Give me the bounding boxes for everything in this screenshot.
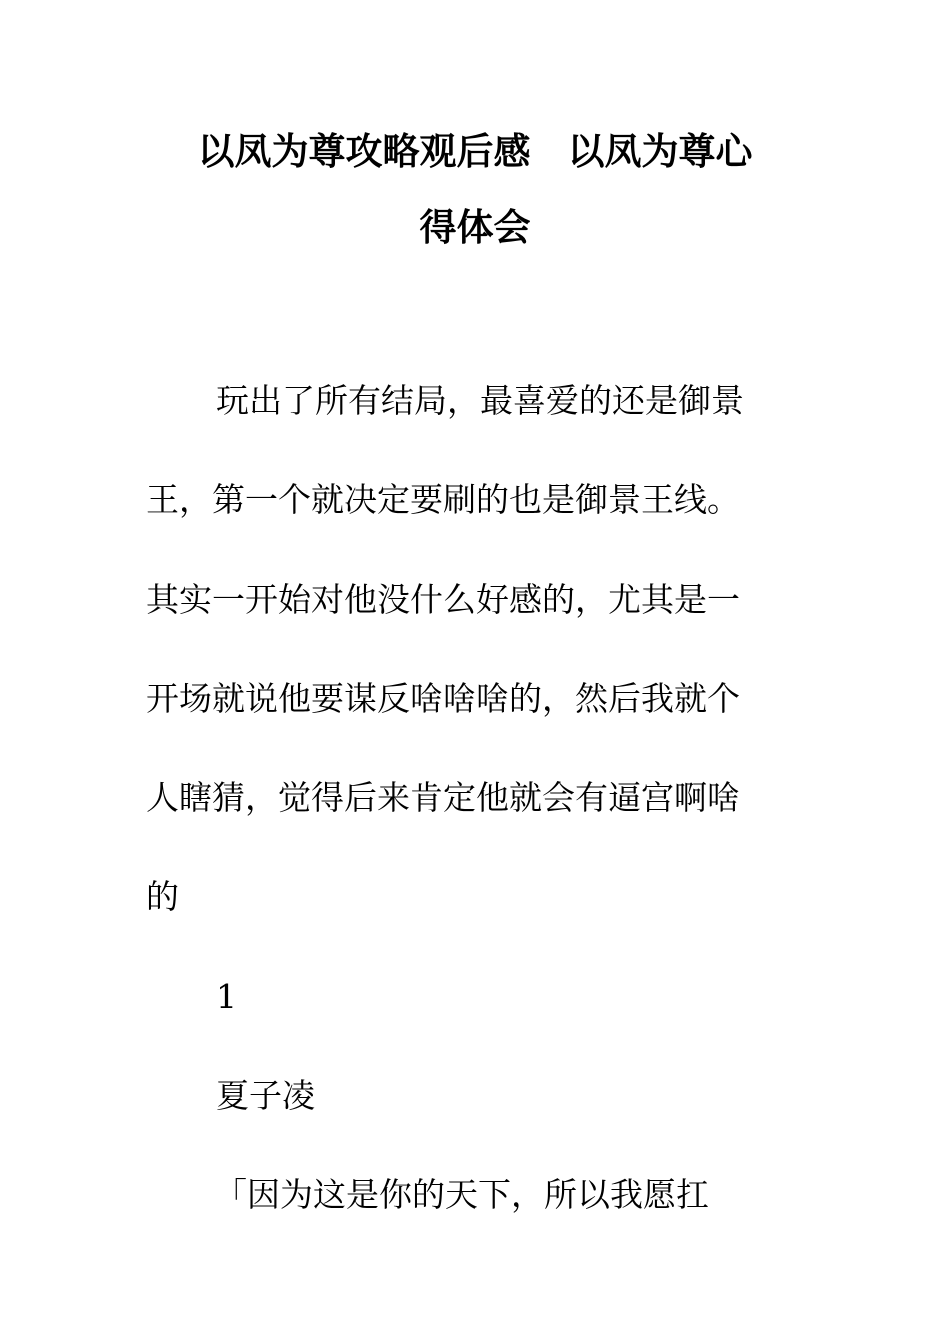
document-title-line-2: 得体会 [419, 206, 531, 249]
body-line-4: 开场就说他要谋反啥啥啥的，然后我就个 [146, 679, 740, 718]
document-title-line-1: 以凤为尊攻略观后感 以凤为尊心 [197, 130, 753, 173]
body-line-1: 玩出了所有结局，最喜爱的还是御景 [216, 381, 744, 420]
body-line-5: 人瞎猜，觉得后来肯定他就会有逼宫啊啥 [146, 778, 740, 817]
character-name: 夏子凌 [216, 1076, 315, 1115]
body-line-2: 王，第一个就决定要刷的也是御景王线。 [146, 480, 740, 519]
body-line-6: 的 [146, 877, 179, 916]
section-number: 1 [216, 977, 237, 1016]
quote-line: 「因为这是你的天下，所以我愿扛 [214, 1175, 709, 1214]
body-line-3: 其实一开始对他没什么好感的，尤其是一 [146, 580, 740, 619]
